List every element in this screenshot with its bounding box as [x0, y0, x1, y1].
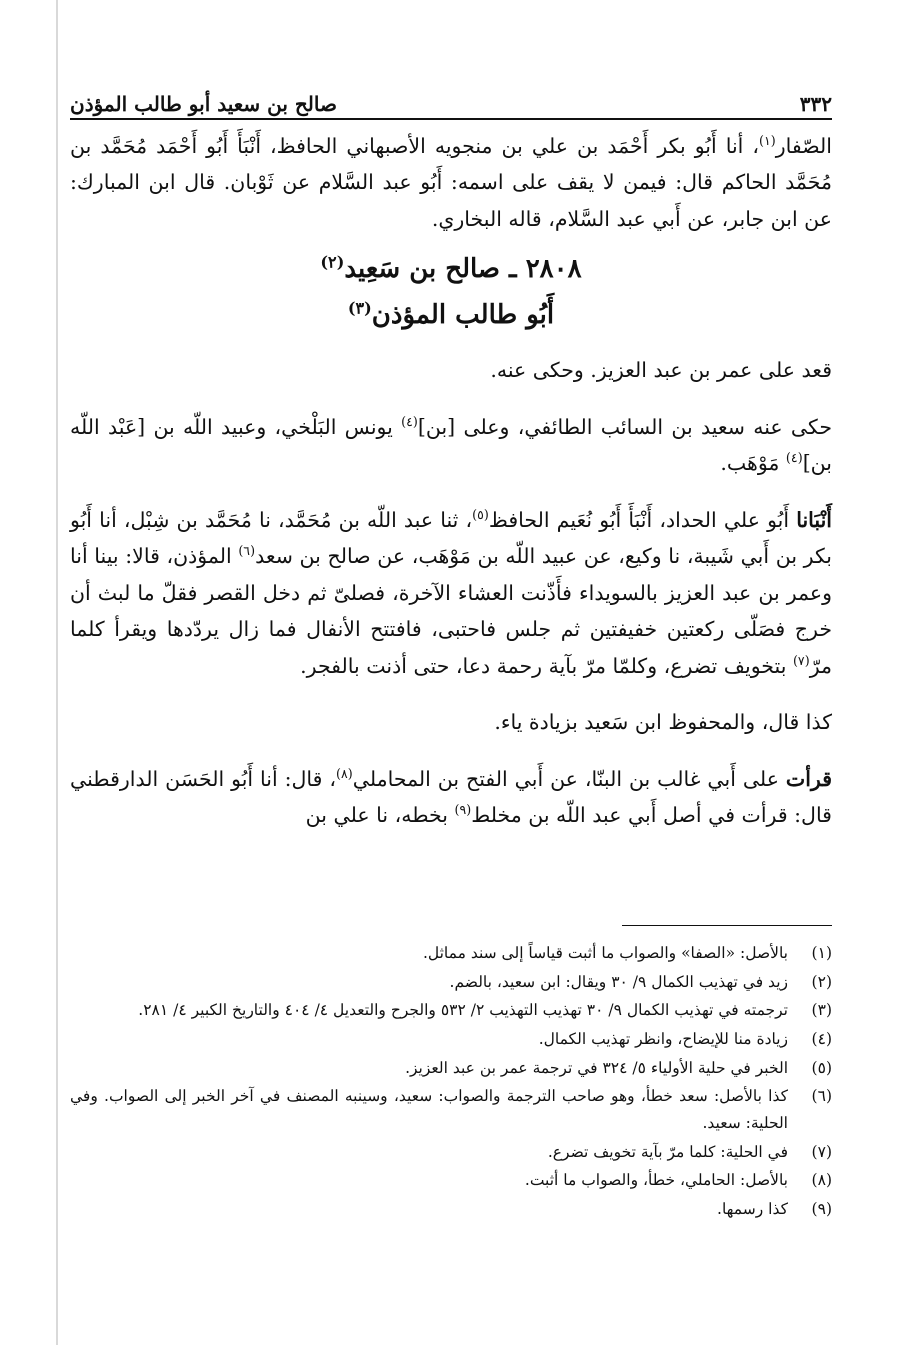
- p6-keyword: قرأت: [785, 766, 832, 791]
- footnote: [70, 940, 832, 967]
- paragraph-5: كذا قال، والمحفوظ ابن سَعيد بزيادة ياء.: [494, 710, 832, 735]
- scan-margin-line: [56, 0, 58, 1345]
- p4-text-b: ، ثنا عبد اللّه بن مُحَمَّد، نا مُحَمَّد بن شِبْل، أنا أَبُو بكر بن أَبي شَيبة، نا وكيع، عن عبيد اللّه بن مَوْهَب، عن صالح بن سعد: [70, 507, 832, 569]
- footnote-number: (٨): [811, 1171, 832, 1190]
- p1-text-b: ، أنا أَبُو بكر أَحْمَد بن علي بن منجويه الأصبهاني الحافظ، أَنْبَأَ أَبُو أَحْمَد مُحَمَّد بن مُحَمَّد الحاكم قال: فيمن لا يقف على اسمه: أَبُو عبد السَّلام عن ثَوْبان. قال ابن المبارك: عن ابن جابر، عن أَبي عبد السَّلام، قاله البخاري.: [70, 134, 832, 231]
- footnote-text: بالأصل: الحاملي، خطأ، والصواب ما أثبت.: [524, 1171, 788, 1190]
- p4-text-c: المؤذن، قالا: بينا أنا وعمر بن عبد العزيز بالسويداء فأَذّنت العشاء الآخرة، فصلىّ ثم دخل القصر فقلّ ما لبث أن خرج فصَلّى ركعتين خفيفتين ثم جلس فاحتبى، فافتتح الأنفال فما زال يردّدها ويقرأ كلما مرّ: [70, 544, 832, 678]
- footnote-ref-3: (٣): [347, 298, 372, 318]
- footnote-number: (٢): [811, 972, 832, 991]
- p4-text-a: أَبُو علي الحداد، أَنْبَأَ أَبُو نُعَيم الحافظ: [488, 507, 797, 532]
- footnote-text: زيادة منا للإيضاح، وانظر تهذيب الكمال.: [538, 1029, 788, 1048]
- footnote-text: كذا رسمها.: [717, 1199, 788, 1218]
- footnote-text: الخبر في حلية الأولياء ٥/ ٣٢٤ في ترجمة عمر بن عبد العزيز.: [405, 1058, 788, 1077]
- footnote-separator: [622, 925, 832, 926]
- paragraph-6: [70, 761, 832, 834]
- entry-kunya-text: أَبُو طالب المؤذن: [371, 299, 555, 330]
- p6-text-a: على أَبي غالب بن البنّا، عن أَبي الفتح بن المحاملي: [352, 766, 786, 791]
- footnote: [70, 1083, 832, 1136]
- footnote-number: (٧): [811, 1142, 832, 1161]
- footnote: [70, 969, 832, 996]
- footnote-text: كذا بالأصل: سعد خطأ، وهو صاحب الترجمة والصواب: سعيد، وسينبه المصنف في آخر الخبر إلى الصواب. وفي الحلية: سعيد.: [70, 1087, 788, 1132]
- paragraph-2: قعد على عمر بن عبد العزيز. وحكى عنه.: [490, 358, 832, 383]
- footnote: [70, 1139, 832, 1166]
- book-page: [70, 0, 832, 1345]
- footnotes: [70, 940, 832, 1225]
- entry-title-text: ٢٨٠٨ ـ صالح بن سَعِيد: [344, 254, 582, 285]
- main-text: [70, 128, 832, 834]
- footnote-number: (٤): [811, 1029, 832, 1048]
- footnote-number: (٣): [811, 1001, 832, 1020]
- entry-title: [70, 247, 832, 293]
- footnote-ref-4b: (٤): [785, 450, 803, 466]
- p6-text-b: ، قال: أنا أَبُو الحَسَن الدارقطني قال: قرأت في أصل أَبي عبد اللّه بن مخلط: [70, 766, 832, 828]
- footnote-number: (١): [811, 944, 832, 962]
- footnote: [70, 1167, 832, 1194]
- paragraph-4: [70, 502, 832, 684]
- footnote: [70, 1055, 832, 1082]
- header-rule: [70, 118, 832, 120]
- footnote-ref-6: (٦): [238, 543, 256, 559]
- footnote: [70, 1026, 832, 1053]
- footnote-number: (٩): [811, 1199, 832, 1218]
- footnote-ref-1: (١): [758, 133, 776, 149]
- page-number: ٣٣٢: [799, 92, 832, 116]
- p4-keyword: أَنْبَانا: [796, 507, 833, 532]
- p4-text-d: بتخويف تضرع، وكلمّا مرّ بآية رحمة دعا، حتى أذنت بالفجر.: [300, 653, 793, 678]
- footnote: [70, 1196, 832, 1223]
- footnote-number: (٦): [811, 1087, 832, 1106]
- p3-text-b: يونس البَلْخي، وعبيد اللّه بن [عَبْد اللّه بن]: [70, 414, 832, 476]
- footnote-text: في الحلية: كلما مرّ بآية تخويف تضرع.: [547, 1142, 788, 1161]
- footnote-ref-2: (٢): [320, 252, 345, 272]
- p3-text-a: حكى عنه سعيد بن السائب الطائفي، وعلى [بن]: [417, 414, 832, 439]
- footnote-text: بالأصل: «الصفا» والصواب ما أثبت قياساً إلى سند مماثل.: [422, 944, 788, 962]
- footnote-ref-8: (٨): [335, 765, 353, 781]
- running-title: صالح بن سعيد أبو طالب المؤذن: [70, 92, 337, 116]
- footnote-number: (٥): [811, 1058, 832, 1077]
- running-header: [70, 74, 832, 114]
- entry-heading: [70, 247, 832, 338]
- p1-text-a: الصّفار: [775, 134, 832, 158]
- paragraph-3: [70, 409, 832, 482]
- footnote-ref-7: (٧): [792, 653, 810, 669]
- footnote-ref-4a: (٤): [401, 414, 418, 430]
- p3-text-c: مَوْهَب.: [720, 451, 786, 476]
- p6-text-c: بخطه، نا علي بن: [305, 803, 455, 828]
- footnote-text: زيد في تهذيب الكمال ٩/ ٣٠ ويقال: ابن سعيد، بالضم.: [449, 972, 788, 991]
- footnote-text: ترجمته في تهذيب الكمال ٩/ ٣٠ تهذيب التهذيب ٢/ ٥٣٢ والجرح والتعديل ٤/ ٤٠٤ والتاريخ الكبير ٤/ ٢٨١.: [138, 1001, 788, 1020]
- entry-kunya: [70, 293, 832, 339]
- footnote: [70, 997, 832, 1024]
- footnote-ref-9: (٩): [454, 802, 472, 818]
- footnote-ref-5: (٥): [472, 507, 489, 523]
- paragraph-1: [70, 128, 832, 237]
